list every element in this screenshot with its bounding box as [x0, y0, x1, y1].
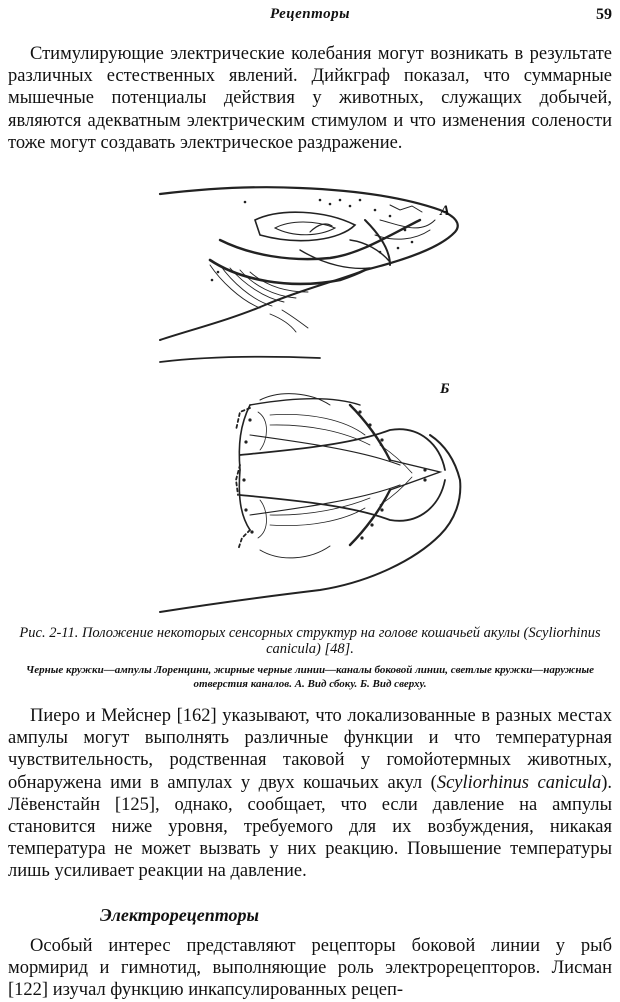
paragraph-2-species-name: Scyliorhinus canicula: [436, 772, 602, 793]
paragraph-3-text: Особый интерес представляют рецепторы боковой линии у рыб мормирид и гимнотид, выполняющие роль электрорецепторов. Лисман [122] изучал функцию инкапсулированных рецеп-: [8, 936, 612, 1001]
figure-caption: Рис. 2-11. Положение некоторых сенсорных структур на голове кошачьей акулы (Scyliorhinus canicula) [48].: [19, 625, 601, 657]
shark-head-illustration: [150, 180, 468, 618]
paragraph-1-text: Стимулирующие электрические колебания могут возникать в результате различных естественных явлений. Дийкграф показал, что суммарные мышечные потенциалы действия у животных, служащих добычей, являются адекватным электрическим стимулом и что изменения солености тоже могут создавать электрическое раздражение.: [8, 44, 612, 153]
paragraph-piero-meisner: [8, 705, 612, 883]
figure-label-a: А: [440, 203, 451, 219]
figure-label-b: Б: [440, 381, 450, 397]
running-title: Рецепторы: [270, 6, 350, 22]
figure-shark-head: [150, 180, 468, 618]
paragraph-2-text-start: Пиеро и Мейснер [162] указывают, что локализованные в разных местах ампулы могут выполнять различные функции и что температурная чувствительность, родственная таковой у гомойотермных животных, обнаружена ими в ампулах у двух кошачьих акул (: [8, 706, 612, 793]
top-view-drawing: [160, 357, 460, 612]
paragraph-2-text-end: ). Лёвенстайн [125], однако, сообщает, что если давление на ампулы становится ниже уровня, требуемого для их возбуждения, никакая температура не может вызвать у них реакцию. Повышение температуры лишь усиливает реакции на давление.: [8, 772, 613, 882]
paragraph-stimulating-oscillations: [8, 43, 612, 154]
paragraph-electroreceptors: [8, 935, 612, 1002]
page-number: 59: [596, 6, 612, 23]
figure-legend: Черные кружки—ампулы Лоренцини, жирные черные линии—каналы боковой линии, светлые кружки—наружные отверстия каналов. А. Вид сбоку. Б. Вид сверху.: [26, 664, 594, 690]
section-heading: Электрорецепторы: [100, 905, 259, 925]
side-view-drawing: [160, 187, 458, 340]
running-head: [0, 6, 620, 28]
